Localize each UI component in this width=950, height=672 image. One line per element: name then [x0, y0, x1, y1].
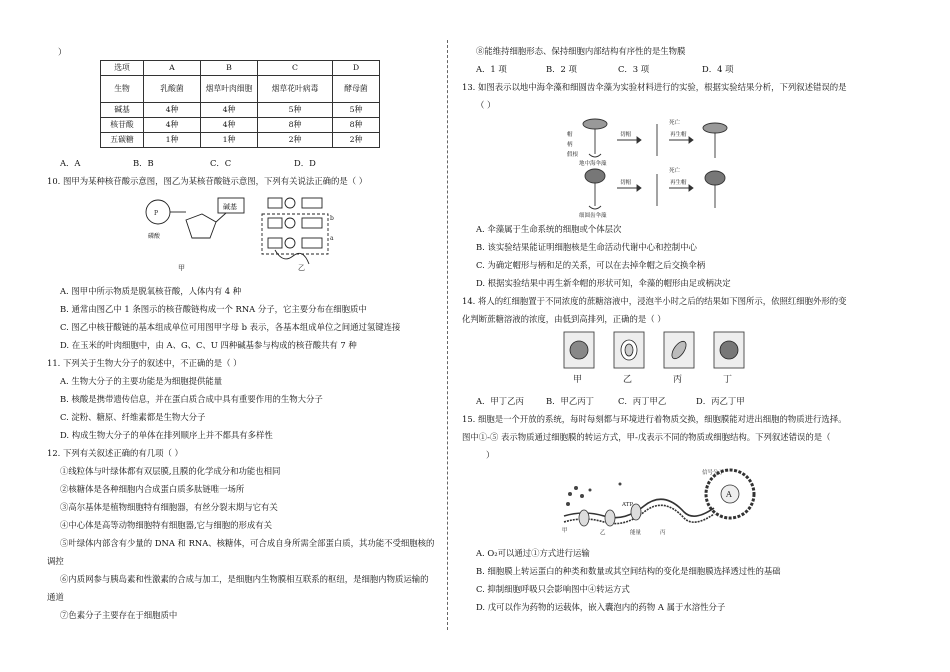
fig-label-atp: ATP [622, 502, 634, 508]
fig-label-jia: 甲 [562, 528, 568, 534]
table-cell: 烟草花叶病毒 [258, 76, 333, 103]
q15-option-b: B. 细胞膜上转运蛋白的种类和数量或其空间结构的变化是细胞膜选择透过性的基础 [476, 566, 781, 576]
beaker-label-bing: 丙 [673, 375, 683, 385]
q12-stem: 12. 下列有关叙述正确的有几项（ ） [47, 448, 183, 458]
q13-option-c: C. 为确定帽形与柄和足的关系，可以在去掉伞帽之后交换伞柄 [476, 260, 706, 270]
fig-label-energy: 能量 [630, 530, 642, 536]
beaker-label-ding: 丁 [723, 375, 733, 385]
q10-figure [140, 190, 350, 275]
fig-label-b: b [330, 215, 334, 222]
table-cell: 碱基 [101, 103, 144, 118]
fig-label-lingsuan: 磷酸 [148, 233, 161, 240]
table-cell: 8种 [258, 118, 333, 133]
q9-option-c: C．C [210, 158, 232, 168]
beaker-label-jia: 甲 [573, 375, 583, 385]
fig-label-cut: 切帽 [620, 132, 632, 138]
q12-item: ④中心体是高等动物细胞特有细胞器,它与细胞的形成有关 [60, 520, 273, 530]
q14-option-b: B．甲乙丙丁 [546, 396, 595, 406]
q12-item: ⑦色素分子主要存在于细胞质中 [60, 610, 178, 620]
fig-label-cut: 切帽 [620, 180, 632, 186]
q12-option-c: C．3 项 [618, 64, 650, 74]
q9-option-a: A．A [60, 158, 81, 168]
q12-option-b: B．2 项 [546, 64, 577, 74]
q15-option-a: A. O₂可以通过①方式进行运输 [476, 548, 590, 558]
q12-item: ⑤叶绿体内部含有少量的 DNA 和 RNA、核糖体，可合成自身所需全部蛋白质，其功能不受细胞核的 [60, 538, 435, 548]
q9-option-b: B．B [133, 158, 154, 168]
fig-label-regen: 再生帽 [670, 180, 687, 186]
q15-stem: 15. 细胞是一个开放的系统，每时每刻都与环境进行着物质交换，细胞膜能对进出细胞的物质进行选择。 [462, 414, 847, 424]
q14-stem-cont: 化判断蔗糖溶液的浓度，由低到高排列，正确的是（ ） [462, 314, 666, 324]
fig-label-jia: 甲 [178, 264, 185, 272]
table-cell: 2种 [333, 133, 380, 148]
q15-figure [560, 464, 760, 538]
q11-option-d: D. 构成生物大分子的单体在排列顺序上并不都具有多样性 [60, 430, 273, 440]
table-cell: 五碳糖 [101, 133, 144, 148]
table-cell: 4种 [201, 103, 258, 118]
fig-label-a: A [726, 490, 732, 499]
q10-option-c: C. 图乙中核苷酸链的基本组成单位可用图甲字母 b 表示，各基本组成单位之间通过氢键连接 [60, 322, 401, 332]
fig-label-bing: 丙 [660, 530, 666, 536]
q15-option-d: D. 戊可以作为药物的运载体，嵌入囊泡内的药物 A 属于水溶性分子 [476, 602, 726, 612]
fig-label-yi: 乙 [600, 530, 606, 536]
q15-stem-cont: 图中①-⑤ 表示物质通过细胞膜的转运方式，甲-戊表示不同的物质或细胞结构。下列叙述错误的是（ [462, 432, 831, 442]
fig-label-regen: 再生帽 [670, 132, 687, 138]
fig-label-cap: 帽 [567, 132, 573, 138]
q11-option-b: B. 核酸是携带遗传信息，并在蛋白质合成中具有重要作用的生物大分子 [60, 394, 323, 404]
q13-option-a: A. 伞藻属于生命系统的细胞或个体层次 [476, 224, 622, 234]
fig-label-bottom-alga: 细圆齿伞藻 [579, 213, 607, 219]
q11-option-a: A. 生物大分子的主要功能是为细胞提供能量 [60, 376, 223, 386]
q11-stem: 11. 下列关于生物大分子的叙述中，不正确的是（ ） [47, 358, 242, 368]
table-cell: 8种 [333, 118, 380, 133]
table-cell: 烟草叶肉细胞 [201, 76, 258, 103]
q13-option-b: B. 该实验结果能证明细胞核是生命活动代谢中心和控制中心 [476, 242, 697, 252]
table-cell: 5种 [258, 103, 333, 118]
q12-option-d: D．4 项 [702, 64, 734, 74]
table-header: 选项 [101, 61, 144, 76]
beaker-label-yi: 乙 [623, 375, 633, 385]
table-cell: 酵母菌 [333, 76, 380, 103]
fig-label-top-alga: 地中海伞藻 [579, 161, 607, 167]
q13-stem: 13. 如图表示以地中海伞藻和细圆齿伞藻为实验材料进行的实验，根据实验结果分析，下列叙述错误的是 [462, 82, 847, 92]
table-header: A [144, 61, 201, 76]
q10-option-b: B. 通常由图乙中 1 条图示的核苷酸链构成一个 RNA 分子，它主要分布在细胞质中 [60, 304, 367, 314]
table-header: B [201, 61, 258, 76]
table-header: C [258, 61, 333, 76]
q14-stem: 14. 将人的红细胞置于不同浓度的蔗糖溶液中，浸泡半小时之后的结果如下图所示，依照红细胞外形的变 [462, 296, 847, 306]
q12-item: ③高尔基体是植物细胞特有细胞器，有丝分裂末期与它有关 [60, 502, 278, 512]
fig-label-a: a [330, 235, 334, 242]
q12-item-cont: 通道 [47, 592, 64, 602]
fig-label-die: 死亡 [669, 120, 681, 126]
table-cell: 4种 [144, 103, 201, 118]
options-table [100, 60, 380, 148]
table-cell: 乳酸菌 [144, 76, 201, 103]
table-cell: 生物 [101, 76, 144, 103]
q15-stem-paren: ） [486, 450, 495, 460]
table-cell: 4种 [201, 118, 258, 133]
q10-option-a: A. 图甲中所示物质是脱氧核苷酸，人体内有 4 种 [60, 286, 242, 296]
table-cell: 5种 [333, 103, 380, 118]
q12-item: ②核糖体是各种细胞内合成蛋白质多肽链唯一场所 [60, 484, 245, 494]
q9-option-d: D．D [294, 158, 316, 168]
q14-option-a: A．甲丁乙丙 [476, 396, 524, 406]
table-cell: 2种 [258, 133, 333, 148]
table-cell: 1种 [144, 133, 201, 148]
phosphate-label: P [154, 210, 159, 217]
q14-option-d: D．丙乙丁甲 [696, 396, 745, 406]
column-divider [447, 40, 449, 630]
open-paren: ） [58, 47, 67, 57]
fig-label-signal: 信号分子 [702, 470, 725, 476]
fig-label-stalk: 柄 [567, 142, 573, 148]
q11-option-c: C. 淀粉、糖原、纤维素都是生物大分子 [60, 412, 206, 422]
fig-label-die: 死亡 [669, 168, 681, 174]
q13-stem-paren: （ ） [476, 100, 496, 110]
table-cell: 4种 [144, 118, 201, 133]
q12-item-cont: 调控 [47, 556, 64, 566]
fig-label-yi: 乙 [298, 264, 305, 272]
table-cell: 核苷酸 [101, 118, 144, 133]
q13-option-d: D. 根据实验结果中再生新伞帽的形状可知，伞藻的帽形由足或柄决定 [476, 278, 731, 288]
q12-item: ⑥内质网参与胰岛素和性激素的合成与加工，是细胞内生物膜相互联系的枢纽，是细胞内物质运输的 [60, 574, 429, 584]
fig-label-base: 碱基 [223, 203, 237, 211]
q12-item-last: ⑧能维持细胞形态、保持细胞内部结构有序性的是生物膜 [476, 46, 686, 56]
q12-option-a: A．1 项 [476, 64, 507, 74]
q12-item: ①线粒体与叶绿体都有双层膜,且膜的化学成分和功能也相同 [60, 466, 281, 476]
q13-figure [565, 116, 750, 220]
q10-option-d: D. 在玉米的叶肉细胞中，由 A、G、C、U 四种碱基参与构成的核苷酸共有 7 种 [60, 340, 357, 350]
q10-stem: 10. 图甲为某种核苷酸示意图，图乙为某核苷酸链示意图，下列有关说法正确的是（ ） [47, 176, 368, 186]
table-cell: 1种 [201, 133, 258, 148]
q15-option-c: C. 抑制细胞呼吸只会影响图中④转运方式 [476, 584, 630, 594]
fig-label-root: 假根 [567, 152, 579, 158]
q14-option-c: C．丙丁甲乙 [618, 396, 667, 406]
q14-beakers [560, 330, 760, 386]
table-header: D [333, 61, 380, 76]
